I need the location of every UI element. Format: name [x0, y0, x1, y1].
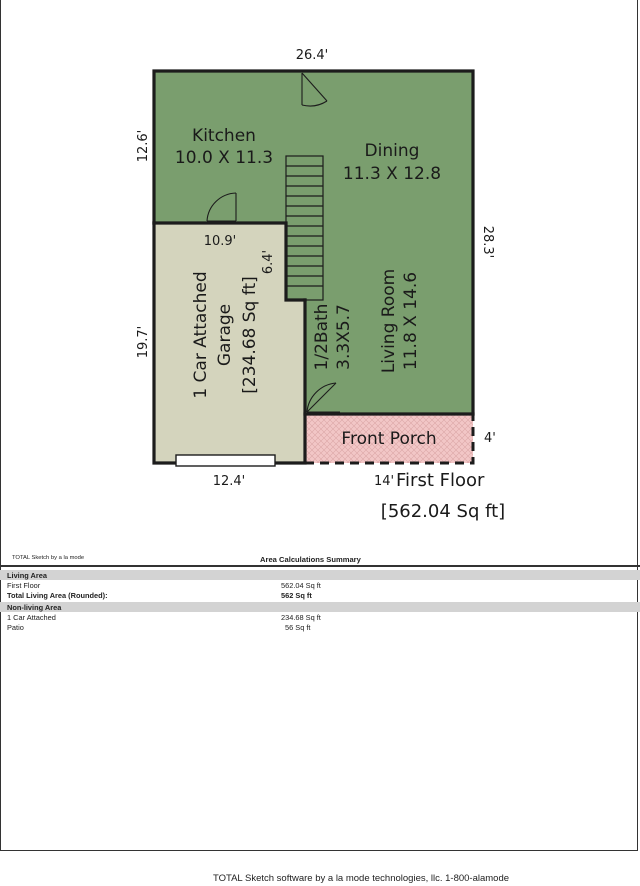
nonliving-area-section: [0, 602, 640, 612]
total-row: [0, 590, 640, 600]
table-row: [0, 622, 640, 632]
kitchen-name: Kitchen: [192, 126, 256, 146]
row-value: 56 Sq ft: [285, 623, 311, 632]
summary-title: Area Calculations Summary: [260, 555, 361, 564]
nonliving-area-heading: Non-living Area: [7, 603, 62, 612]
dim-top: 26.4': [295, 48, 329, 63]
garage-line2: Garage: [215, 303, 235, 367]
total-label: Total Living Area (Rounded):: [7, 591, 108, 600]
kitchen-size: 10.0 X 11.3: [174, 148, 274, 168]
dim-garage-bottom: 12.4': [212, 474, 246, 489]
footer-text: TOTAL Sketch software by a la mode technologies, llc. 1-800-alamode: [212, 873, 510, 884]
table-row: [0, 612, 640, 622]
bath-name: 1/2Bath: [312, 303, 332, 371]
garage-door-icon: [176, 455, 275, 466]
footer: [0, 873, 640, 884]
living-area-section: [0, 570, 640, 580]
table-row: [0, 580, 640, 590]
row-label: 1 Car Attached: [7, 613, 56, 622]
dim-porch-depth: 4': [484, 431, 496, 446]
porch-name: Front Porch: [341, 429, 437, 449]
row-label: First Floor: [7, 581, 41, 590]
floor-area: [562.04 Sq ft]: [380, 501, 506, 522]
living-size: 11.8 X 14.6: [401, 271, 421, 371]
dining-size: 11.3 X 12.8: [342, 164, 442, 184]
dim-left-upper: 12.6': [136, 129, 151, 163]
dim-stair-side: 6.4': [261, 249, 276, 275]
garage-line3: [234.68 Sq ft]: [240, 276, 260, 394]
dim-porch-width: 14': [374, 474, 395, 489]
row-value: 234.68 Sq ft: [281, 613, 321, 622]
row-value: 562.04 Sq ft: [281, 581, 321, 590]
summary-rule: [0, 565, 640, 567]
dim-garage-top: 10.9': [203, 234, 237, 249]
living-name: Living Room: [379, 268, 399, 374]
row-label: Patio: [7, 623, 24, 632]
total-value: 562 Sq ft: [281, 591, 312, 600]
garage-line1: 1 Car Attached: [191, 271, 211, 399]
floor-label: First Floor: [396, 470, 485, 491]
living-area-heading: Living Area: [7, 571, 47, 580]
dining-name: Dining: [364, 141, 420, 161]
summary-header-left: TOTAL Sketch by a la mode: [12, 555, 85, 561]
dim-right: 28.3': [480, 225, 495, 259]
dim-left-lower: 19.7': [136, 325, 151, 359]
bath-size: 3.3X5.7: [334, 304, 354, 370]
